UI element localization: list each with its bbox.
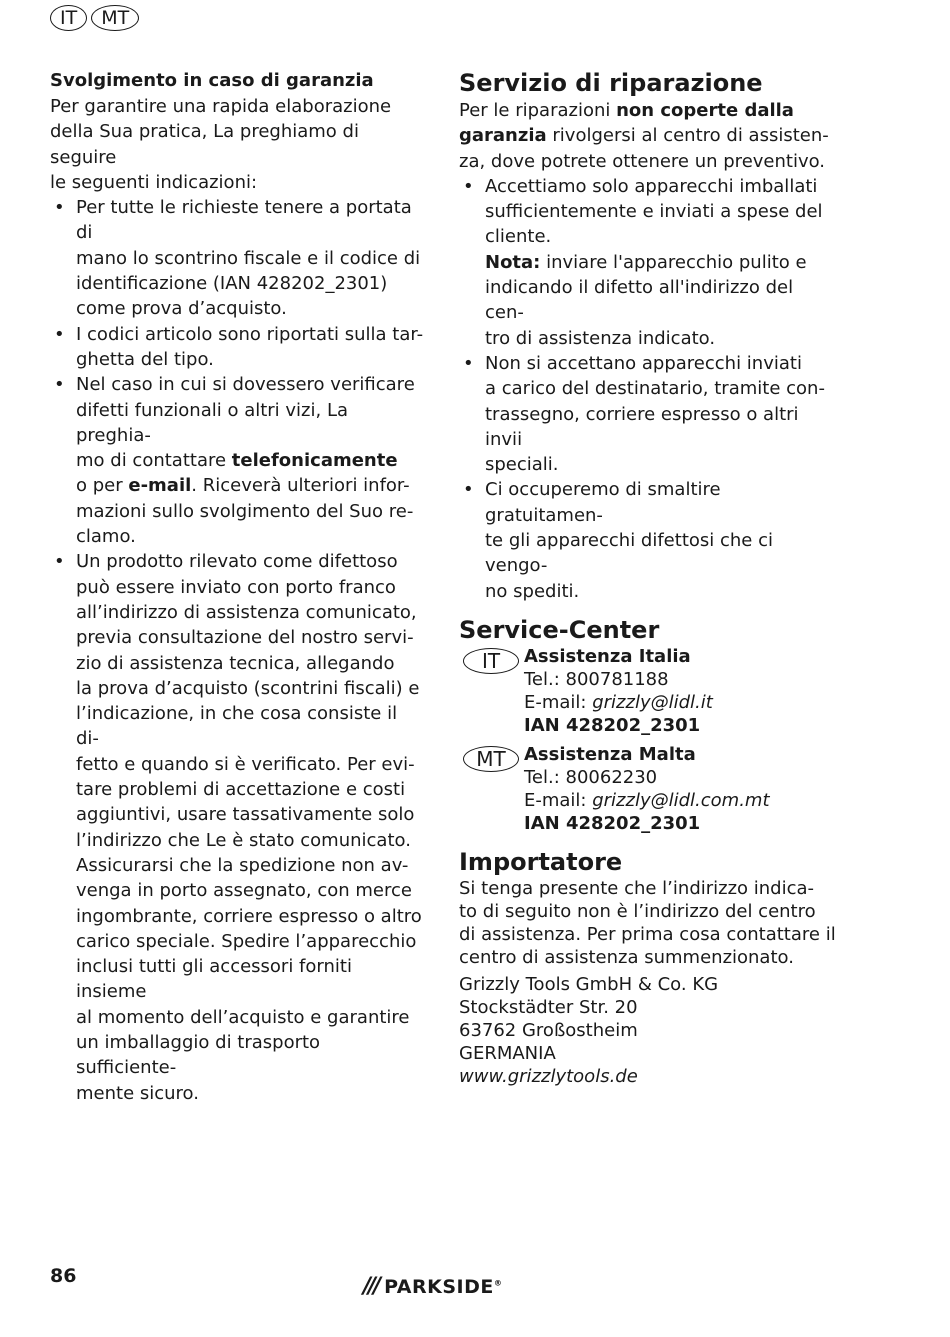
text-line: • Un prodotto rilevato come difettoso bbox=[76, 551, 398, 573]
language-badges bbox=[50, 5, 139, 31]
text-line: mente sicuro. bbox=[76, 1082, 199, 1104]
bold-warranty: garanzia bbox=[459, 125, 547, 147]
bullet-receipt bbox=[50, 195, 425, 321]
text-line: carico speciale. Spedire l’apparecchio bbox=[76, 930, 417, 952]
importer-heading: Importatore bbox=[459, 847, 623, 876]
country-badge-mt: MT bbox=[463, 746, 519, 772]
importer-text bbox=[459, 877, 834, 969]
text-line: cliente. bbox=[485, 226, 552, 248]
center-email: grizzly@lidl.com.mt bbox=[592, 789, 770, 811]
center-name-text: Assistenza Italia bbox=[524, 645, 691, 667]
text-line: le seguenti indicazioni: bbox=[50, 171, 258, 193]
bullet-article-codes bbox=[50, 322, 425, 373]
text-line: to di seguito non è l’indirizzo del centro bbox=[459, 900, 816, 922]
text-line: della Sua pratica, La preghiamo di seguire bbox=[50, 121, 359, 168]
bullet-not-accepted bbox=[459, 351, 834, 477]
address-line: Grizzly Tools GmbH & Co. KG bbox=[459, 973, 719, 995]
text-line bbox=[485, 250, 834, 275]
bold-phone: telefonicamente bbox=[231, 450, 398, 472]
address-line: GERMANIA bbox=[459, 1042, 556, 1064]
center-name bbox=[524, 743, 834, 766]
text-line: Per garantire una rapida elaborazione bbox=[50, 96, 392, 117]
note-label: Nota: bbox=[485, 251, 541, 273]
text-line: può essere inviato con porto franco bbox=[76, 576, 396, 598]
text-line: l’indicazione, in che cosa consiste il di- bbox=[76, 703, 398, 750]
text-line: tare problemi di accettazione e costi bbox=[76, 779, 406, 801]
service-center-italy bbox=[459, 645, 834, 737]
text-line: sufficientemente e inviati a spese del bbox=[485, 201, 823, 223]
bold-not-covered: non coperte dalla bbox=[616, 100, 794, 121]
text-line: clamo. bbox=[76, 526, 136, 548]
text-line: Si tenga presente che l’indirizzo indica- bbox=[459, 877, 815, 899]
text-span: . Riceverà ulteriori infor- bbox=[191, 475, 410, 497]
center-name bbox=[524, 645, 834, 668]
bullet-contact bbox=[50, 372, 425, 549]
registered-mark: ® bbox=[493, 1278, 503, 1288]
address-line: 63762 Großostheim bbox=[459, 1019, 638, 1041]
center-ian-text: IAN 428202_2301 bbox=[524, 812, 701, 834]
text-line: un imballaggio di trasporto sufficiente- bbox=[76, 1031, 321, 1079]
warranty-intro bbox=[50, 94, 425, 195]
website-link[interactable]: www.grizzlytools.de bbox=[459, 1065, 638, 1087]
text-line: • Nel caso in cui si dovessero verificare bbox=[76, 374, 415, 396]
service-center-malta bbox=[459, 743, 834, 835]
logo-slashes-icon: /// bbox=[363, 1274, 379, 1299]
center-email-line bbox=[524, 789, 834, 812]
text-span: rivolgersi al centro di assisten- bbox=[546, 125, 829, 147]
text-line: al momento dell’acquisto e garantire bbox=[76, 1006, 410, 1028]
text-span: o per bbox=[76, 475, 129, 497]
repair-intro bbox=[459, 98, 834, 174]
text-span: inviare l'apparecchio pulito e bbox=[540, 251, 807, 273]
text-line: indicando il difetto all'indirizzo del cen- bbox=[485, 277, 794, 324]
page-number: 86 bbox=[50, 1265, 77, 1287]
text-line: • Per tutte le richieste tenere a portata di bbox=[76, 197, 412, 244]
center-ian-text: IAN 428202_2301 bbox=[524, 714, 701, 736]
text-line: fetto e quando si è verificato. Per evi- bbox=[76, 753, 415, 775]
lang-badge-mt: MT bbox=[91, 5, 139, 31]
text-span: mo di contattare bbox=[76, 450, 232, 472]
text-line: trassegno, corriere espresso o altri invii bbox=[485, 403, 799, 450]
logo-wordmark-text: PARKSIDE bbox=[384, 1275, 494, 1298]
text-line: • I codici articolo sono riportati sulla tar- bbox=[76, 323, 424, 345]
logo-wordmark bbox=[384, 1276, 502, 1298]
center-email-line bbox=[524, 691, 834, 714]
address-line: Stockstädter Str. 20 bbox=[459, 996, 638, 1018]
bullet-disposal bbox=[459, 477, 834, 603]
text-line: di assistenza. Per prima cosa contattare il bbox=[459, 923, 836, 945]
website-line bbox=[459, 1065, 834, 1088]
text-line: • Accettiamo solo apparecchi imballati bbox=[485, 175, 818, 197]
parkside-logo bbox=[363, 1274, 502, 1299]
text-line: • Non si accettano apparecchi inviati bbox=[485, 352, 802, 374]
text-line: mazioni sullo svolgimento del Suo re- bbox=[76, 500, 414, 522]
bullet-shipping bbox=[50, 549, 425, 1106]
service-center-heading: Service-Center bbox=[459, 615, 660, 644]
repair-service-heading: Servizio di riparazione bbox=[459, 69, 763, 97]
center-ian bbox=[524, 714, 834, 737]
importer-address bbox=[459, 973, 834, 1088]
text-line: za, dove potrete ottenere un preventivo. bbox=[459, 150, 826, 172]
text-line: speciali. bbox=[485, 454, 559, 476]
lang-badge-it: IT bbox=[50, 5, 87, 31]
center-email: grizzly@lidl.it bbox=[592, 691, 713, 713]
center-ian bbox=[524, 812, 834, 835]
text-line bbox=[76, 448, 425, 473]
center-phone: Tel.: 80062230 bbox=[524, 766, 658, 788]
country-badge-it: IT bbox=[463, 648, 519, 674]
text-line: • Ci occuperemo di smaltire gratuitamen- bbox=[485, 479, 721, 526]
text-line: identificazione (IAN 428202_2301) bbox=[76, 273, 388, 295]
bullet-packed-devices bbox=[459, 174, 834, 351]
center-phone: Tel.: 800781188 bbox=[524, 668, 669, 690]
text-line bbox=[76, 473, 425, 498]
warranty-procedure-heading: Svolgimento in caso di garanzia bbox=[50, 70, 374, 91]
text-line: te gli apparecchi difettosi che ci vengo- bbox=[485, 530, 773, 577]
right-column bbox=[459, 68, 834, 1088]
text-line: centro di assistenza summenzionato. bbox=[459, 946, 794, 968]
text-line: ingombrante, corriere espresso o altro bbox=[76, 905, 422, 927]
text-line: zio di assistenza tecnica, allegando bbox=[76, 652, 395, 674]
text-line: inclusi tutti gli accessori forniti insieme bbox=[76, 956, 352, 1003]
text-line: l’indirizzo che Le è stato comunicato. bbox=[76, 829, 411, 851]
text-line: tro di assistenza indicato. bbox=[485, 327, 716, 349]
center-name-text: Assistenza Malta bbox=[524, 743, 696, 765]
text-line: no spediti. bbox=[485, 580, 580, 602]
text-line: Assicurarsi che la spedizione non av- bbox=[76, 854, 409, 876]
text-line bbox=[459, 123, 834, 148]
text-line bbox=[459, 98, 834, 123]
text-span: E-mail: bbox=[524, 691, 593, 713]
text-line: a carico del destinatario, tramite con- bbox=[485, 378, 825, 400]
text-line: previa consultazione del nostro servi- bbox=[76, 627, 414, 649]
left-column bbox=[50, 68, 425, 1106]
text-line: all’indirizzo di assistenza comunicato, bbox=[76, 601, 417, 623]
text-line: aggiuntivi, usare tassativamente solo bbox=[76, 804, 415, 826]
text-line: difetti funzionali o altri vizi, La preghia- bbox=[76, 399, 349, 446]
bold-email: e-mail bbox=[128, 475, 192, 497]
text-span: E-mail: bbox=[524, 789, 593, 811]
text-line: mano lo scontrino fiscale e il codice di bbox=[76, 247, 421, 269]
text-line: la prova d’acquisto (scontrini fiscali) e bbox=[76, 677, 420, 699]
text-line: ghetta del tipo. bbox=[76, 348, 214, 370]
text-line: venga in porto assegnato, con merce bbox=[76, 880, 412, 902]
text-line: come prova d’acquisto. bbox=[76, 298, 287, 320]
text-span: Per le riparazioni bbox=[459, 100, 617, 121]
